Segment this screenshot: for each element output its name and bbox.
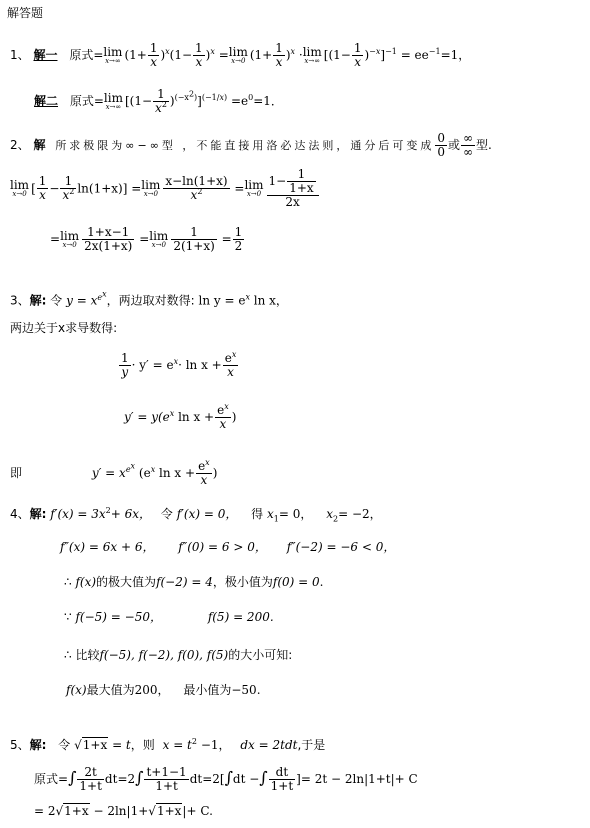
problem-5-line-3: = 2√1+x − 2ln|1+√1+x|+ C. <box>34 804 213 818</box>
problem-4-line-5: ∴ 比较f(−5), f(−2), f(0), f(5)的大小可知: <box>64 648 293 662</box>
solution-label: 解: <box>29 507 47 521</box>
problem-1-solution-2: 解二 原式= lim x→∞ [(1− $\frac{1}{x^2}$ )$^{(-x^2)}]^{(-1/x)} =e^0=1$． <box>34 87 283 116</box>
problem-2-step-2: = lim x→0 $\frac{1+x-1}{2x(1+x)}$ = lim x→0 $\frac{1}{2(1+x)}$ = $\frac{1}{2}$ <box>50 225 243 254</box>
problem-3-result: 即 $y' = x^{e^x}$ ($e^x$ ln x + $\frac{e^x}{x}$ ) <box>10 458 218 488</box>
solution-label: 解: <box>29 738 47 752</box>
problem-2-intro: 2、 解 所求极限为∞−∞型 ，不能直接用洛必达法则，通分后可变成 $\frac{0}{0}$ 或 $\frac{\infty}{\infty}$ 型. <box>10 131 492 160</box>
solution-label: 解 <box>33 138 46 153</box>
problem-number: 1、 <box>10 48 30 63</box>
problem-4-line-2: f″(x) = 6x + 6， f″(0) = 6 > 0， f″(−2) = −6 < 0， <box>60 540 396 554</box>
solution-label: 解二 <box>34 94 59 109</box>
problem-2-step-1: lim x→0 [ $\frac{1}{x}$ − $\frac{1}{x^2}$ ln(1+x)] = lim x→0 $\frac{x-\ln(1+x)}{x^2}$ = lim x→0 1− $\frac{1}{1+x}$ 2x <box>10 168 320 210</box>
solution-label: 解一 <box>33 48 58 63</box>
problem-4-line-4: ∵ f(−5) = −50， f(5) = 200. <box>64 610 274 624</box>
problem-5-line-2: 原式=∫ $\frac{2t}{1+t}$ dt=2∫ $\frac{t+1-1}{1+t}$ dt=2[∫dt −∫ $\frac{dt}{1+t}$ ]= 2t − 2ln|1+t|+ C <box>34 765 418 794</box>
problem-3-equation-2: $y' = y(e^x$ ln x + $\frac{e^x}{x}$ ) <box>124 402 237 432</box>
problem-4-line-3: ∴ f(x)的极大值为f(−2) = 4，极小值为f(0) = 0. <box>64 575 324 589</box>
problem-1-solution-1: 1、 解一 原式= lim x→∞ (1+ $\frac{1}{x}$ )$^x$(1− $\frac{1}{x}$ )$^x$ = lim x→0 (1+ $\frac{1}{x}$ )$^x$ · lim x→∞ [(1− $\frac{1}{x}$ )$^{-x}]^{-1} = ee^{-1}=1$， <box>10 41 471 70</box>
problem-4-line-1: 4、解: $f'(x) = 3x^2+ 6x$， 令 f′(x) = 0， 得 $x_1= 0$， $x_2= -2$， <box>10 506 382 524</box>
problem-3-intro: 3、解: 令 $y = x^{e^x}$，两边取对数得: $\ln y = e^x$ ln x， <box>10 289 288 308</box>
problem-3-derivative-note: 两边关于x求导数得: <box>10 321 118 335</box>
section-heading: 解答题 <box>7 6 44 20</box>
problem-3-equation-1: $\frac{1}{y}$ · $y' = e^x\cdot \ln x$ + $\frac{e^x}{x}$ <box>121 350 237 380</box>
solution-label: 解: <box>29 293 47 308</box>
problem-4-line-6: f(x)最大值为200， 最小值为−50. <box>66 683 261 697</box>
problem-5-line-1: 5、解: 令 √1+x = t，则 $x = t^2 -1$， dx = 2tdt,于是 <box>10 737 326 752</box>
